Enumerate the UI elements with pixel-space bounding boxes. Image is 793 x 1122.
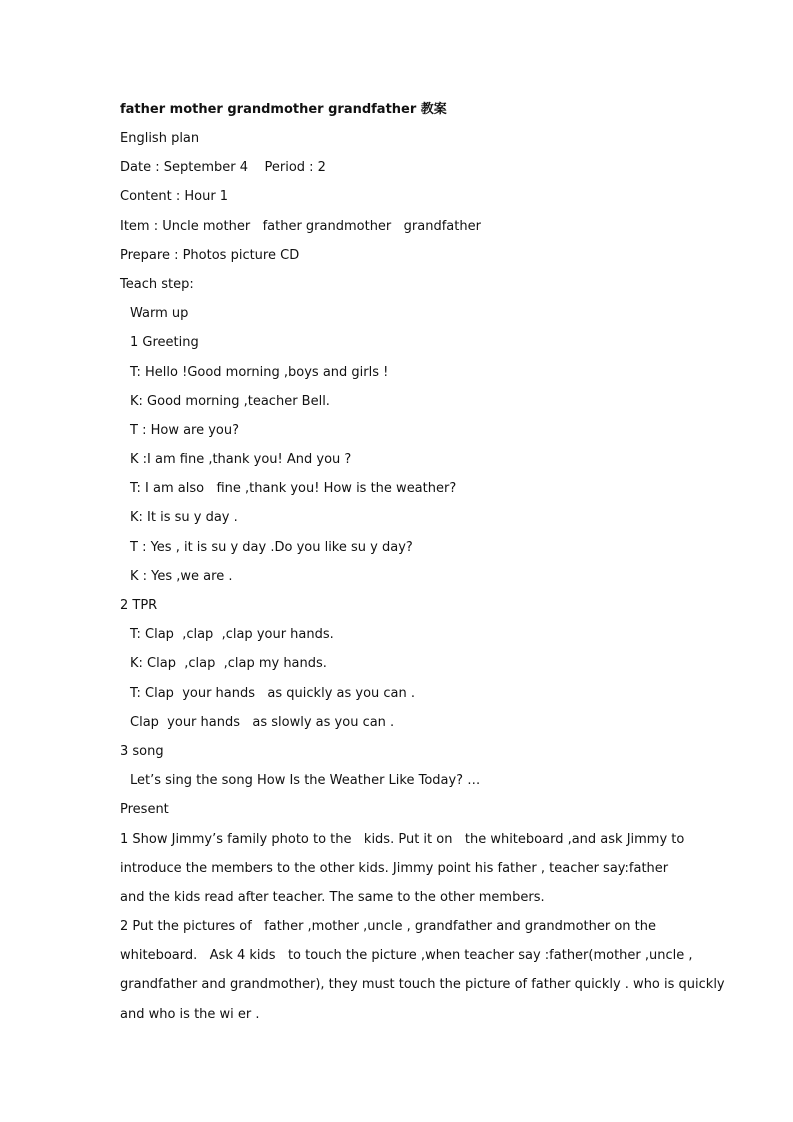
text-line: Date : September 4 Period : 2 — [120, 160, 326, 176]
text-line: K :I am fine ,thank you! And you ? — [130, 452, 352, 468]
text-line: Item : Uncle mother father grandmother grandfather — [120, 218, 481, 234]
text-line: and the kids read after teacher. The same to the other members. — [120, 889, 545, 905]
text-line: K : Yes ,we are . — [130, 568, 233, 584]
text-line: 2 Put the pictures of father ,mother ,uncle , grandfather and grandmother on the — [120, 919, 657, 935]
text-line: Content : Hour 1 — [120, 189, 229, 205]
text-line: Let’s sing the song How Is the Weather Like Today? … — [130, 773, 481, 789]
text-line: introduce the members to the other kids. Jimmy point his father , teacher say:father — [120, 860, 669, 876]
text-line: T: I am also fine ,thank you! How is the weather? — [130, 481, 457, 497]
text-line: whiteboard. Ask 4 kids to touch the picture ,when teacher say :father(mother ,uncle , — [120, 948, 693, 964]
text-line: K: Clap ,clap ,clap my hands. — [130, 656, 327, 672]
text-line: T : How are you? — [130, 422, 240, 438]
text-line: Clap your hands as slowly as you can . — [130, 714, 395, 730]
text-line: K: It is su y day . — [130, 510, 238, 526]
text-line: and who is the wi er . — [120, 1006, 260, 1022]
text-line: Warm up — [130, 306, 189, 322]
document-title: father mother grandmother grandfather 教案 — [120, 102, 447, 117]
text-line: K: Good morning ,teacher Bell. — [130, 393, 330, 409]
text-line: English plan — [120, 131, 200, 146]
text-line: 3 song — [120, 743, 164, 759]
text-line: T : Yes , it is su y day .Do you like su y day? — [130, 539, 413, 555]
text-line: T: Clap ,clap ,clap your hands. — [130, 627, 334, 643]
text-line: 2 TPR — [120, 598, 158, 613]
text-line: T: Hello !Good morning ,boys and girls ! — [130, 364, 389, 380]
text-line: Teach step: — [120, 276, 194, 292]
text-line: 1 Greeting — [130, 335, 199, 351]
text-line: Present — [120, 802, 169, 818]
text-line: grandfather and grandmother), they must touch the picture of father quickly . who is quickly — [120, 977, 725, 993]
text-line: Prepare : Photos picture CD — [120, 247, 300, 263]
text-line: 1 Show Jimmy’s family photo to the kids. Put it on the whiteboard ,and ask Jimmy to — [120, 831, 685, 847]
text-line: T: Clap your hands as quickly as you can . — [130, 685, 416, 701]
document-body — [120, 129, 725, 1034]
